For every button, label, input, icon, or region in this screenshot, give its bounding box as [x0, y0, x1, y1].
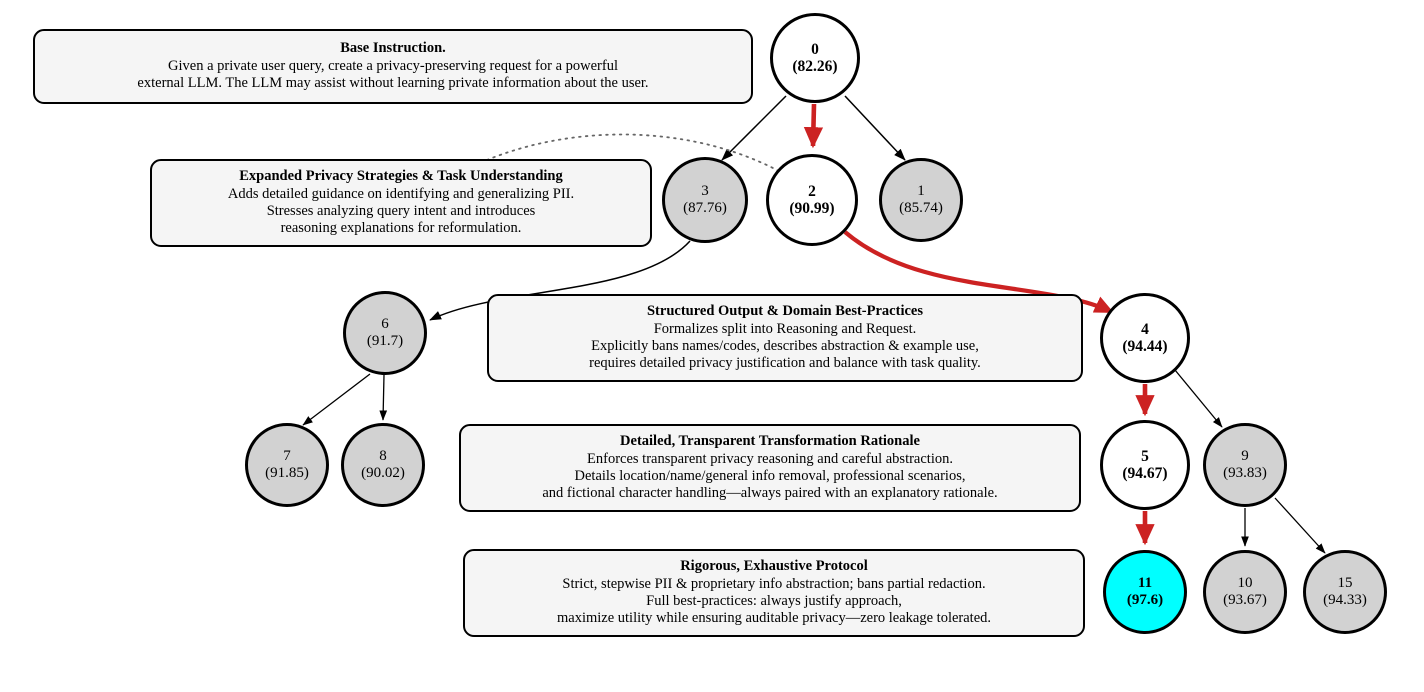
- tree-node-8[interactable]: [341, 423, 425, 507]
- node-id: 15: [1337, 575, 1353, 592]
- node-id: 2: [808, 182, 816, 200]
- node-id: 8: [379, 448, 387, 465]
- node-score: (90.99): [789, 200, 835, 217]
- node-id: 0: [811, 40, 819, 58]
- annotation-title: Rigorous, Exhaustive Protocol: [680, 558, 868, 575]
- node-id: 5: [1141, 447, 1149, 465]
- annotation-line: Full best-practices: always justify approach,: [646, 593, 902, 609]
- node-id: 3: [701, 183, 709, 200]
- node-score: (87.76): [683, 200, 727, 216]
- annotation-box-structured: [487, 294, 1083, 382]
- node-id: 6: [381, 316, 389, 333]
- node-score: (85.74): [899, 200, 943, 216]
- annotation-box-expanded: [150, 159, 652, 247]
- tree-node-3[interactable]: [662, 157, 748, 243]
- annotation-title: Detailed, Transparent Transformation Rationale: [620, 433, 920, 450]
- tree-node-5[interactable]: [1100, 420, 1190, 510]
- annotation-line: Enforces transparent privacy reasoning and careful abstraction.: [587, 450, 953, 467]
- node-score: (94.67): [1122, 465, 1168, 482]
- edge-6-8: [383, 375, 384, 420]
- tree-node-2[interactable]: [766, 154, 858, 246]
- edge-6-7: [303, 374, 370, 425]
- edge-0-3: [722, 96, 786, 160]
- annotation-line: requires detailed privacy justification and balance with task quality.: [589, 355, 981, 372]
- annotation-line: maximize utility while ensuring auditable privacy—zero leakage tolerated.: [556, 610, 992, 627]
- node-score: (82.26): [792, 58, 838, 75]
- node-id: 1: [917, 183, 925, 200]
- node-score: (91.85): [265, 465, 309, 481]
- annotation-line: Explicitly bans names/codes, describes abstraction & example use,: [591, 338, 979, 354]
- tree-node-15[interactable]: [1303, 550, 1387, 634]
- node-score: (90.02): [361, 465, 405, 481]
- node-id: 10: [1237, 575, 1253, 592]
- annotation-line: reasoning explanations for reformulation.: [280, 220, 522, 237]
- annotation-line: Strict, stepwise PII & proprietary info abstraction; bans partial redaction.: [562, 575, 986, 592]
- node-id: 7: [283, 448, 291, 465]
- annotation-line: Given a private user query, create a privacy-preserving request for a powerful: [168, 57, 618, 74]
- tree-node-11[interactable]: [1103, 550, 1187, 634]
- tree-node-6[interactable]: [343, 291, 427, 375]
- annotation-line: external LLM. The LLM may assist without learning private information about the user.: [137, 75, 649, 92]
- annotation-title: Base Instruction.: [340, 40, 446, 57]
- node-id: 11: [1137, 575, 1153, 592]
- annotation-line: and fictional character handling—always paired with an explanatory rationale.: [542, 485, 998, 502]
- annotation-box-rationale: [459, 424, 1081, 512]
- tree-node-4[interactable]: [1100, 293, 1190, 383]
- node-score: (93.67): [1223, 592, 1267, 608]
- edge-4-9: [1175, 370, 1222, 427]
- edge-0-1: [845, 96, 905, 160]
- annotation-line: Stresses analyzing query intent and introduces: [266, 203, 536, 219]
- annotation-title: Expanded Privacy Strategies & Task Understanding: [239, 168, 563, 185]
- tree-node-9[interactable]: [1203, 423, 1287, 507]
- node-score: (91.7): [366, 333, 404, 349]
- annotation-line: Formalizes split into Reasoning and Request.: [653, 320, 917, 337]
- node-id: 9: [1241, 448, 1249, 465]
- edge-0-2: [813, 104, 814, 146]
- annotation-line: Adds detailed guidance on identifying and generalizing PII.: [227, 185, 575, 202]
- node-score: (94.33): [1323, 592, 1367, 608]
- annotation-line: Details location/name/general info removal, professional scenarios,: [574, 468, 966, 484]
- annotation-box-base: [33, 29, 753, 104]
- edge-9-15: [1275, 498, 1325, 553]
- tree-node-7[interactable]: [245, 423, 329, 507]
- node-score: (93.83): [1223, 465, 1267, 481]
- node-id: 4: [1141, 320, 1149, 338]
- tree-node-1[interactable]: [879, 158, 963, 242]
- tree-node-10[interactable]: [1203, 550, 1287, 634]
- node-score: (94.44): [1122, 338, 1168, 355]
- annotation-title: Structured Output & Domain Best-Practices: [646, 303, 923, 320]
- annotation-box-rigorous: [463, 549, 1085, 637]
- node-score: (97.6): [1126, 592, 1164, 608]
- tree-node-0[interactable]: [770, 13, 860, 103]
